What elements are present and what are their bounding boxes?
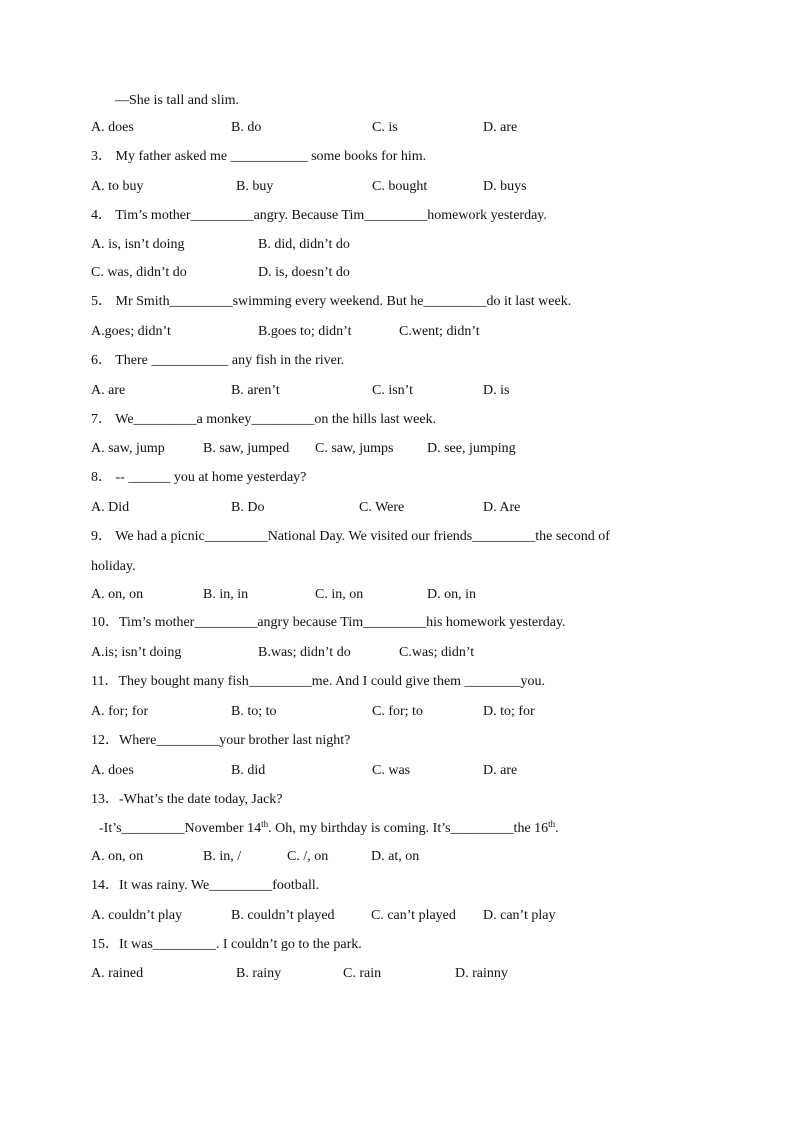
answer-option: C. in, on <box>315 587 364 602</box>
answer-option: C. for; to <box>372 704 423 719</box>
answer-option: B. aren’t <box>231 383 280 398</box>
options-row <box>91 264 794 282</box>
answer-option: A. on, on <box>91 849 144 864</box>
answer-option: A. on, on <box>91 587 144 602</box>
answer-option: C. saw, jumps <box>315 441 394 456</box>
answer-option: D. are <box>483 763 518 778</box>
question-line: 14．It was rainy. We_________football. <box>91 878 320 893</box>
answer-option: D. can’t play <box>483 908 556 923</box>
question-line: 13．-What’s the date today, Jack? <box>91 792 283 807</box>
options-row <box>91 119 794 137</box>
answer-option: C. Were <box>359 500 405 515</box>
question-line: 4． Tim’s mother_________angry. Because Tim_________homework yesterday. <box>91 208 547 223</box>
options-row <box>91 644 794 662</box>
answer-option: D. to; for <box>483 704 535 719</box>
answer-option: D. on, in <box>427 587 476 602</box>
answer-option: C. can’t played <box>371 908 456 923</box>
options-row <box>91 499 794 517</box>
question-line: 9． We had a picnic_________National Day. We visited our friends_________the second of <box>91 529 610 544</box>
question-line: 15．It was_________. I couldn’t go to the park. <box>91 937 362 952</box>
answer-option: B. in, / <box>203 849 242 864</box>
answer-option: C.was; didn’t <box>399 645 475 660</box>
answer-option: D. rainny <box>455 966 508 981</box>
answer-option: D. is, doesn’t do <box>258 265 350 280</box>
answer-option: B. buy <box>236 179 274 194</box>
options-row <box>91 236 794 254</box>
answer-option: C. rain <box>343 966 382 981</box>
answer-option: C. is <box>372 120 398 135</box>
answer-option: B. saw, jumped <box>203 441 290 456</box>
answer-option: B. to; to <box>231 704 277 719</box>
options-row <box>91 848 794 866</box>
options-row <box>91 907 794 925</box>
question-line: 5． Mr Smith_________swimming every weekend. But he_________do it last week. <box>91 294 572 309</box>
answer-option: C. isn’t <box>372 383 413 398</box>
question-line: 12．Where_________your brother last night? <box>91 733 351 748</box>
answer-option: C. bought <box>372 179 428 194</box>
answer-option: D. is <box>483 383 510 398</box>
answer-option: C.went; didn’t <box>399 324 480 339</box>
question-line: 7． We_________a monkey_________on the hills last week. <box>91 412 437 427</box>
question-line: holiday. <box>91 559 136 574</box>
options-row <box>91 440 794 458</box>
question-line: 6． There ___________ any fish in the river. <box>91 353 345 368</box>
question-line: 11．They bought many fish_________me. And I could give them ________you. <box>91 674 546 689</box>
answer-option: B. did, didn’t do <box>258 237 350 252</box>
answer-option: D. buys <box>483 179 527 194</box>
answer-option: A. does <box>91 120 134 135</box>
answer-option: A.is; isn’t doing <box>91 645 182 660</box>
options-row <box>91 703 794 721</box>
question-13-reply <box>99 820 559 838</box>
answer-option: A. for; for <box>91 704 149 719</box>
answer-option: B. couldn’t played <box>231 908 335 923</box>
answer-option: B. Do <box>231 500 265 515</box>
options-row <box>91 965 794 983</box>
reply-part-b: . Oh, my birthday is coming. It’s_________the 16 <box>268 821 549 836</box>
answer-option: A. are <box>91 383 126 398</box>
answer-option: B.goes to; didn’t <box>258 324 352 339</box>
answer-option: B. in, in <box>203 587 249 602</box>
answer-option: D. see, jumping <box>427 441 516 456</box>
answer-option: B. do <box>231 120 262 135</box>
answer-option: B. did <box>231 763 266 778</box>
answer-option: A. couldn’t play <box>91 908 183 923</box>
answer-option: A.goes; didn’t <box>91 324 171 339</box>
options-row <box>91 382 794 400</box>
options-row <box>91 762 794 780</box>
answer-option: A. Did <box>91 500 130 515</box>
answer-option: A. does <box>91 763 134 778</box>
ordinal-suffix: th <box>548 819 556 829</box>
answer-option: A. rained <box>91 966 144 981</box>
question-line: 10．Tim’s mother_________angry because Tim_________his homework yesterday. <box>91 615 566 630</box>
ordinal-suffix: th <box>261 819 269 829</box>
question-line: 3． My father asked me ___________ some books for him. <box>91 149 427 164</box>
answer-option: A. is, isn’t doing <box>91 237 185 252</box>
reply-part-c: . <box>555 821 559 836</box>
question-line: —She is tall and slim. <box>115 93 240 108</box>
answer-option: D. are <box>483 120 518 135</box>
answer-option: C. was, didn’t do <box>91 265 187 280</box>
options-row <box>91 323 794 341</box>
options-row <box>91 178 794 196</box>
answer-option: B. rainy <box>236 966 282 981</box>
answer-option: B.was; didn’t do <box>258 645 351 660</box>
options-row <box>91 586 794 604</box>
answer-option: A. saw, jump <box>91 441 165 456</box>
answer-option: C. was <box>372 763 411 778</box>
answer-option: A. to buy <box>91 179 144 194</box>
question-line: 8． -- ______ you at home yesterday? <box>91 470 307 485</box>
answer-option: D. at, on <box>371 849 420 864</box>
answer-option: C. /, on <box>287 849 329 864</box>
answer-option: D. Are <box>483 500 521 515</box>
reply-part-a: -It’s_________November 14 <box>99 821 262 836</box>
